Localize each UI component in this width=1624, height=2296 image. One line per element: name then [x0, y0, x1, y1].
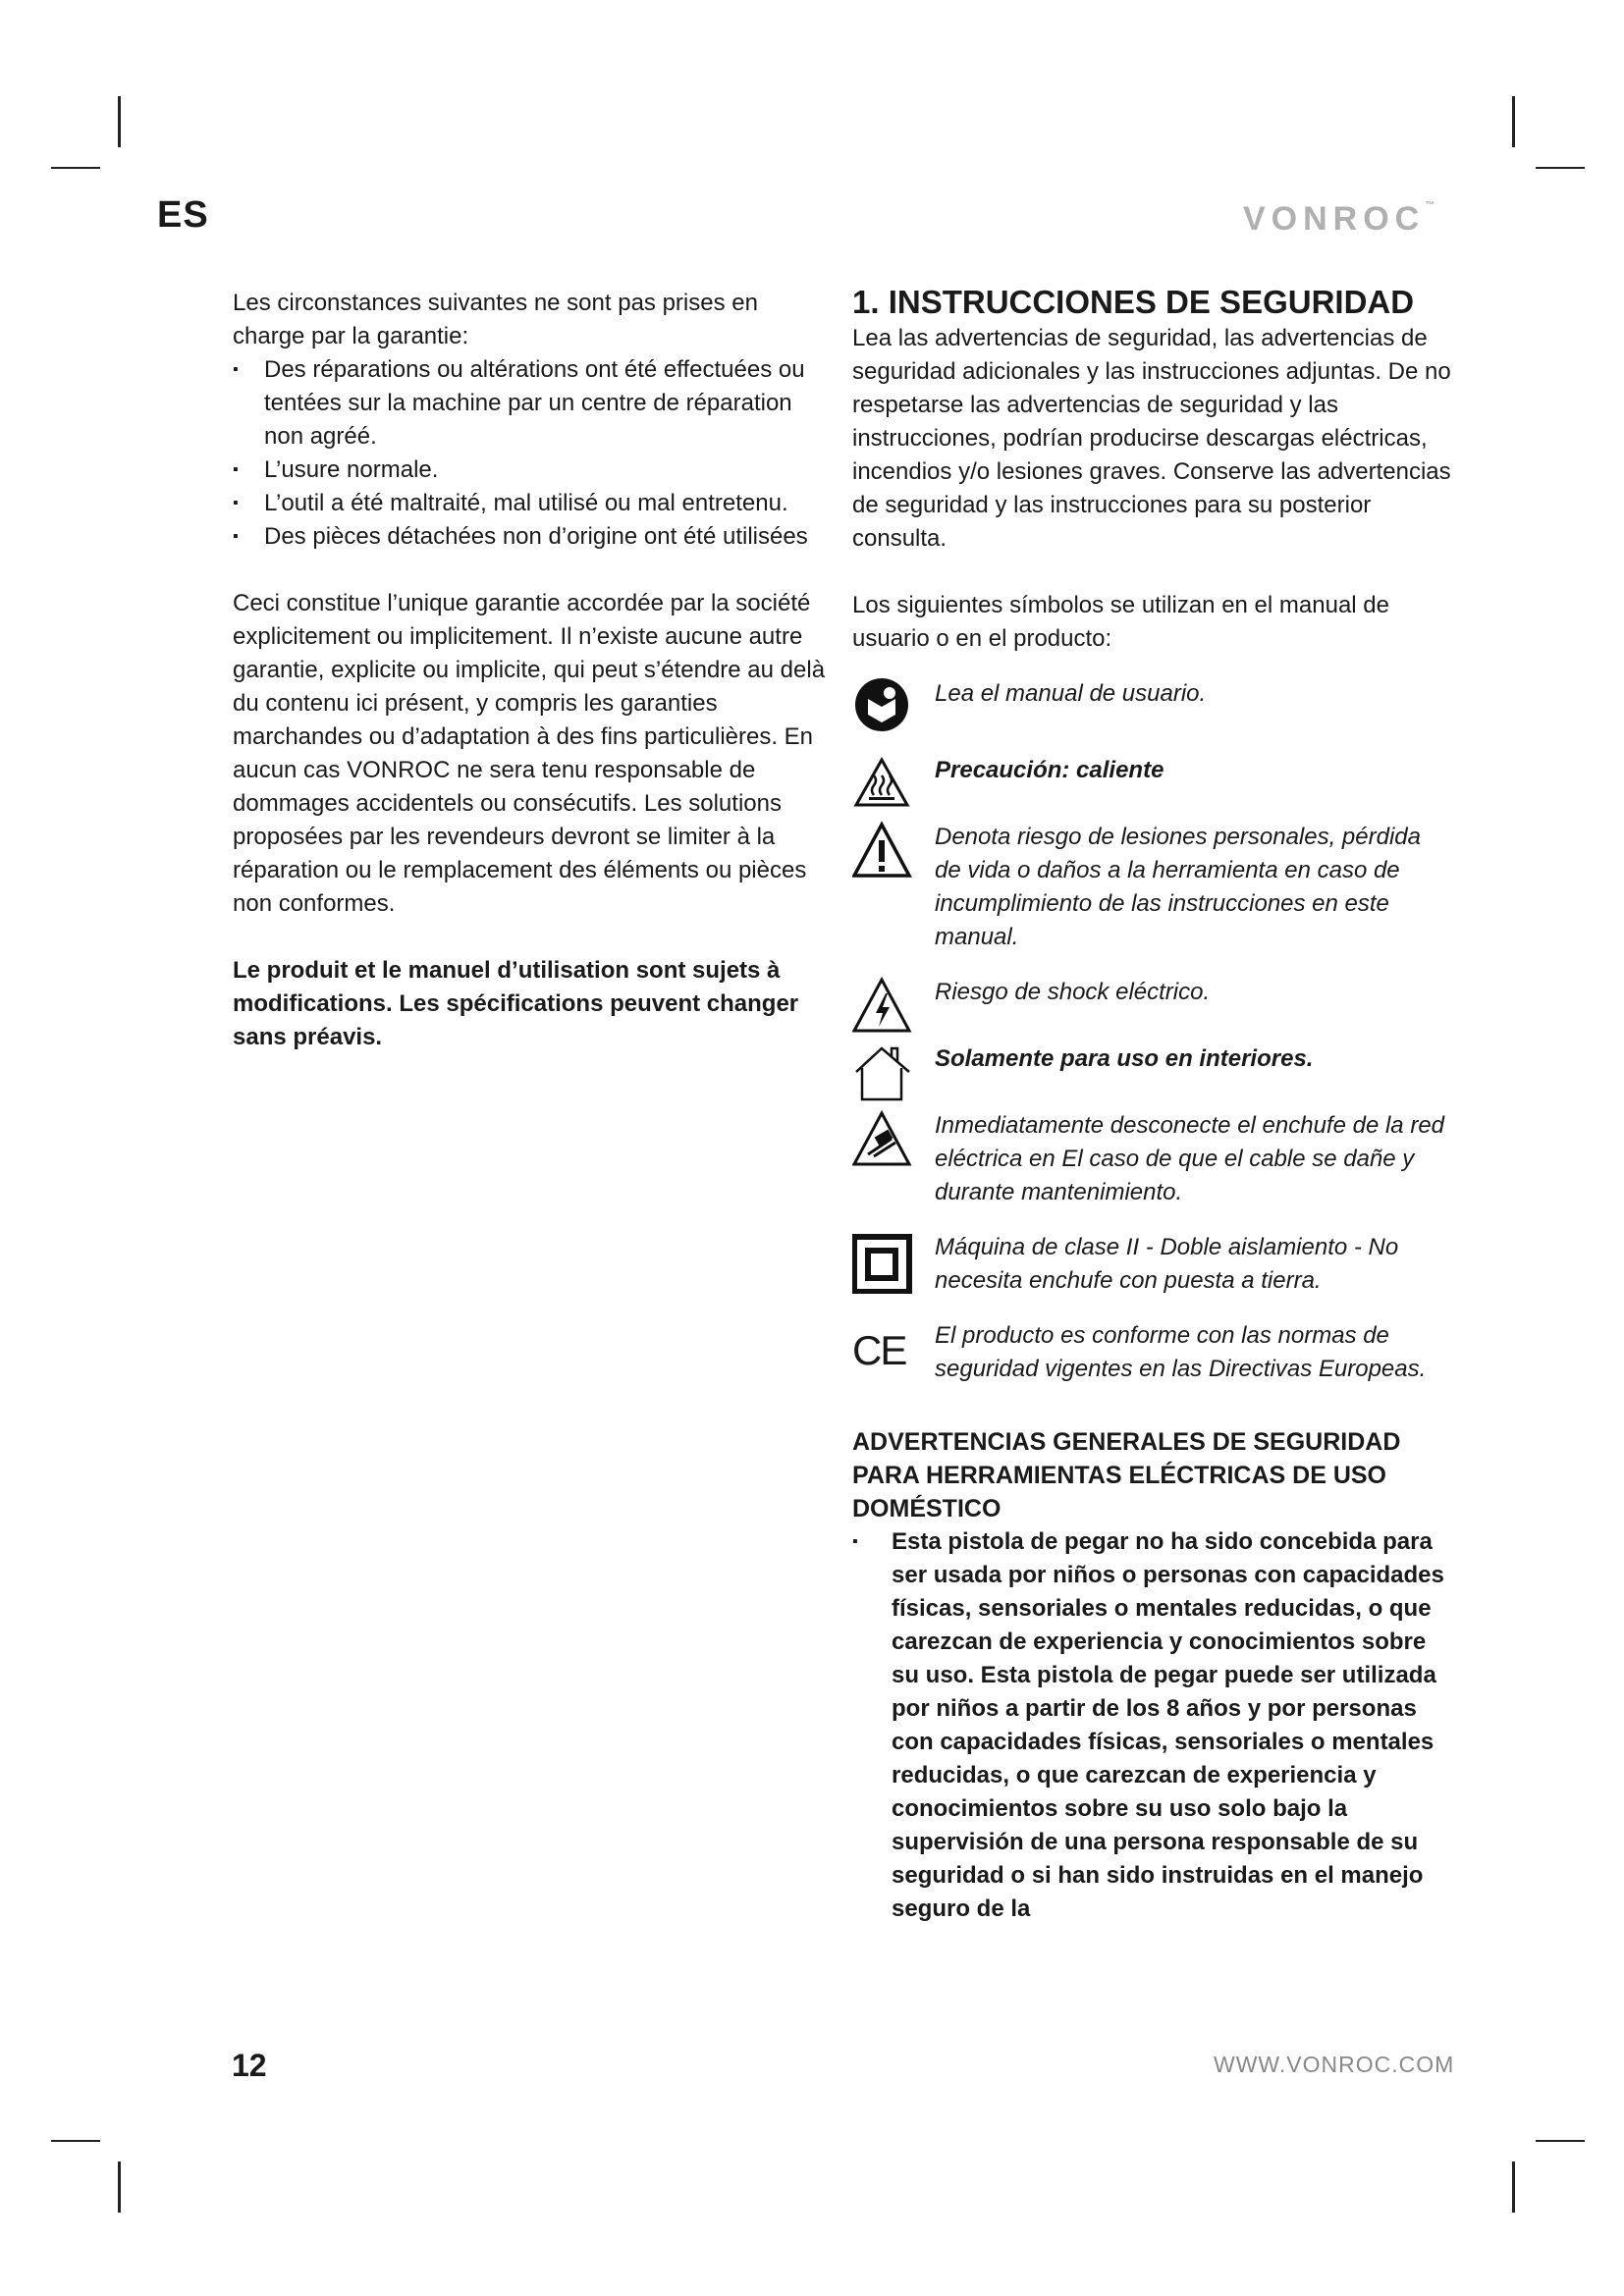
- electric-shock-icon: [852, 976, 915, 1039]
- symbol-text: Solamente para uso en interiores.: [935, 1045, 1314, 1072]
- symbol-row: [852, 1319, 1451, 1386]
- symbol-text: Inmediatamente desconecte el enchufe de la red eléctrica en El caso de que el cable se dañe y durante mantenimiento.: [935, 1112, 1445, 1205]
- list-item: ▪ L’usure normale.: [233, 454, 832, 487]
- symbol-row: [852, 1231, 1451, 1298]
- website-url: WWW.VONROC.COM: [1214, 2052, 1455, 2077]
- symbol-row: [852, 821, 1451, 954]
- symbol-row: [852, 677, 1451, 732]
- symbols-intro: Los siguientes símbolos se utilizan en el manual de usuario o en el producto:: [852, 592, 1389, 652]
- left-column: [233, 287, 832, 1054]
- warranty-exclusions-list: [233, 353, 832, 554]
- symbol-text: Denota riesgo de lesiones personales, pérdida de vida o daños a la herramienta en caso de incumplimiento de las instrucciones en este manual.: [935, 824, 1421, 950]
- crop-mark: [118, 2162, 121, 2213]
- indoor-use-icon: [852, 1042, 915, 1105]
- symbol-text: Máquina de clase II - Doble aislamiento - No necesita enchufe con puesta a tierra.: [935, 1234, 1399, 1294]
- warranty-intro: Les circonstances suivantes ne sont pas prises en charge par la garantie:: [233, 290, 758, 349]
- crop-mark: [1536, 2140, 1585, 2142]
- manual-icon: [852, 677, 915, 740]
- ce-mark-icon: CE: [852, 1327, 906, 1373]
- warning-icon: [852, 821, 915, 883]
- general-warnings-list: [852, 1525, 1451, 1926]
- crop-mark: [51, 2140, 100, 2142]
- hot-surface-icon: [852, 754, 915, 817]
- list-item: ▪ Esta pistola de pegar no ha sido concebida para ser usada por niños o personas con capacidades físicas, sensoriales o mentales reducidas, o que carezcan de experiencia y conocimientos sobre su uso. Esta pistola de pegar puede ser utilizada por niños a partir de los 8 años y por personas con capacidades físicas, sensoriales o mentales reducidas, o que carezcan de experiencia y conocimientos sobre su uso solo bajo la supervisión de una persona responsable de su seguridad o si han sido instruidas en el manejo seguro de la: [852, 1525, 1451, 1926]
- symbol-text: Lea el manual de usuario.: [935, 680, 1207, 707]
- symbol-row: [852, 1042, 1451, 1088]
- modification-notice: Le produit et le manuel d’utilisation sont sujets à modifications. Les spécifications peuvent changer sans préavis.: [233, 957, 799, 1050]
- general-warnings-heading: ADVERTENCIAS GENERALES DE SEGURIDAD PARA HERRAMIENTAS ELÉCTRICAS DE USO DOMÉSTICO: [852, 1428, 1401, 1522]
- crop-mark: [118, 96, 121, 147]
- section-heading: 1. INSTRUCCIONES DE SEGURIDAD: [852, 284, 1415, 320]
- unplug-icon: [852, 1109, 915, 1172]
- language-code: ES: [157, 194, 209, 236]
- symbol-text: Precaución: caliente: [935, 757, 1164, 783]
- symbol-row: [852, 1109, 1451, 1209]
- list-item: ▪ L’outil a été maltraité, mal utilisé ou mal entretenu.: [233, 487, 832, 520]
- list-item: ▪ Des pièces détachées non d’origine ont été utilisées: [233, 520, 832, 554]
- brand-logo: VONROC™: [1243, 200, 1435, 238]
- class-ii-icon: [852, 1231, 915, 1294]
- safety-intro: Lea las advertencias de seguridad, las advertencias de seguridad adicionales y las instrucciones adjuntas. De no respetarse las advertencias de seguridad y las instrucciones, podrían producirse descargas eléctricas, incendios y/o lesiones graves. Conserve las advertencias de seguridad y las instrucciones para su posterior consulta.: [852, 325, 1451, 552]
- guarantee-paragraph: Ceci constitue l’unique garantie accordée par la société explicitement ou implicitement. Il n’existe aucune autre garantie, explicite ou implicite, qui peut s’étendre au delà du contenu ici présent, y compris les garanties marchandes ou d’adaptation à des fins particulières. En aucun cas VONROC ne sera tenu responsable de dommages accidentels ou consécutifs. Les solutions proposées par les revendeurs devront se limiter à la réparation ou le remplacement des éléments ou pièces non conformes.: [233, 590, 826, 917]
- symbol-row: [852, 754, 1451, 799]
- symbol-text: Riesgo de shock eléctrico.: [935, 979, 1211, 1005]
- symbol-text: El producto es conforme con las normas de seguridad vigentes en las Directivas Europeas.: [935, 1322, 1427, 1382]
- crop-mark: [51, 167, 100, 169]
- right-column: [852, 283, 1451, 1926]
- crop-mark: [1512, 96, 1515, 147]
- crop-mark: [1512, 2162, 1515, 2213]
- list-item: ▪ Des réparations ou altérations ont été effectuées ou tentées sur la machine par un centre de réparation non agréé.: [233, 353, 832, 454]
- crop-mark: [1536, 167, 1585, 169]
- symbol-row: [852, 976, 1451, 1021]
- page-number: 12: [232, 2048, 267, 2083]
